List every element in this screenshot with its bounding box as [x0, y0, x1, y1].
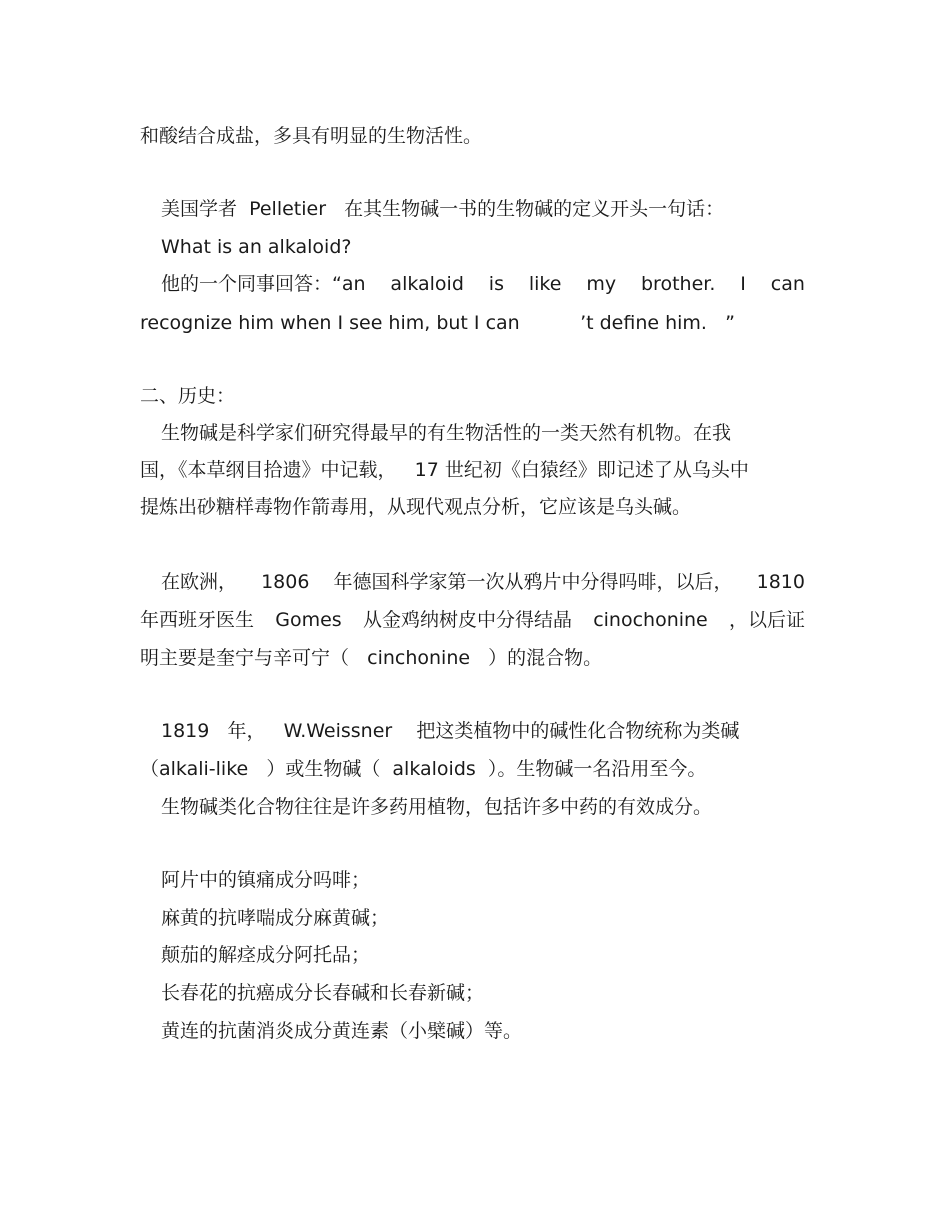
- word: 他的一个同事回答：“an: [161, 273, 366, 295]
- list-item: 长春花的抗癌成分长春碱和长春新碱；: [161, 982, 485, 1004]
- justified-line: [161, 272, 805, 296]
- word: ，以后证: [728, 609, 805, 631]
- paragraph-line: 生物碱是科学家们研究得最早的有生物活性的一类天然有机物。在我: [161, 422, 732, 444]
- justified-line: [140, 608, 805, 632]
- paragraph-line: 和酸结合成盐，多具有明显的生物活性。: [140, 125, 483, 147]
- word: 年德国科学家第一次从鸦片中分得吗啡，以后，: [333, 571, 733, 593]
- word: alkaloid: [390, 273, 464, 295]
- paragraph-line: 美国学者 Pelletier 在其生物碱一书的生物碱的定义开头一句话：: [161, 198, 725, 220]
- list-item: 阿片中的镇痛成分吗啡；: [161, 869, 371, 891]
- word: is: [488, 273, 504, 295]
- word: my: [586, 273, 617, 295]
- paragraph-line: 生物碱类化合物往往是许多药用植物，包括许多中药的有效成分。: [161, 796, 713, 818]
- word: cinochonine: [593, 609, 708, 631]
- word: like: [528, 273, 562, 295]
- word: 1806: [261, 571, 310, 593]
- word: 年西班牙医生: [140, 609, 255, 631]
- list-item: 麻黄的抗哮喘成分麻黄碱；: [161, 907, 390, 929]
- word: I: [740, 273, 746, 295]
- paragraph-line: 明主要是奎宁与辛可宁（ cinchonine ）的混合物。: [140, 647, 603, 669]
- paragraph-line: 提炼出砂糖样毒物作箭毒用，从现代观点分析，它应该是乌头碱。: [140, 496, 692, 518]
- paragraph-line: What is an alkaloid?: [161, 236, 352, 258]
- section-heading: 二、历史：: [140, 385, 236, 407]
- word: 从金鸡纳树皮中分得结晶: [362, 609, 572, 631]
- word: Gomes: [275, 609, 342, 631]
- paragraph-line: 1819 年， W.Weissner 把这类植物中的碱性化合物统称为类碱: [161, 720, 740, 742]
- word: can: [770, 273, 805, 295]
- justified-line: [161, 570, 805, 594]
- list-item: 颠茄的解痉成分阿托品；: [161, 944, 371, 966]
- paragraph-line: （alkali-like ）或生物碱（ alkaloids ）。生物碱一名沿用至今。: [140, 758, 707, 780]
- paragraph-line: 国，《本草纲目拾遗》中记载， 17 世纪初《白猿经》即记述了从乌头中: [140, 459, 749, 481]
- paragraph-line: recognize him when I see him, but I can ’t define him. ”: [140, 312, 735, 334]
- word: brother.: [641, 273, 716, 295]
- word: 1810: [756, 571, 805, 593]
- word: 在欧洲，: [161, 571, 238, 593]
- list-item: 黄连的抗菌消炎成分黄连素（小檗碱）等。: [161, 1020, 523, 1042]
